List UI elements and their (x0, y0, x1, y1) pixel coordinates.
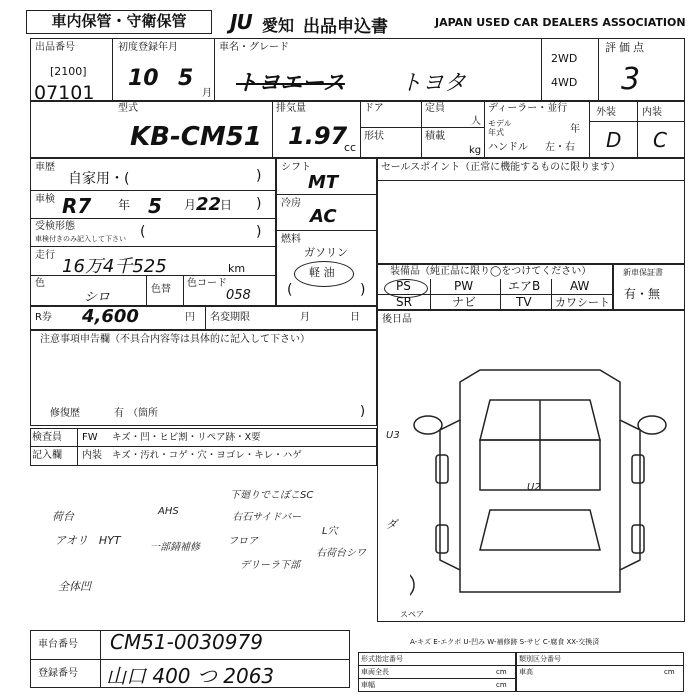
frame-value: CM51-0030979 (110, 630, 263, 654)
form-title-en: JAPAN USED CAR DEALERS ASSOCIATION (435, 16, 686, 29)
name-label: 車名・グレード (219, 42, 289, 53)
spec1-unit: cm (496, 681, 507, 689)
dealer-label: ディーラー・並行 (488, 103, 568, 114)
equip-navi: ナビ (452, 295, 477, 309)
color-code-value: 058 (226, 288, 251, 303)
model-value: KB-CM51 (130, 122, 262, 152)
spare-wheel (410, 571, 414, 599)
inspector-row1: キズ・凹・ヒビ割・リペア跡・X要 (112, 432, 261, 443)
spec3-sub: 車幅 (361, 681, 375, 689)
fuel-gas: ガソリン (304, 246, 348, 259)
remark-wrinkle: 右荷台シワ (316, 548, 366, 559)
divider (589, 121, 685, 122)
repair-yes: 有 (114, 408, 124, 419)
divider (589, 100, 590, 158)
repair-label: 修復歴 (50, 408, 80, 419)
interior-value: C (653, 128, 667, 152)
name-crossed: トヨエース (236, 71, 345, 96)
mileage-value: 16万4千525 (62, 256, 167, 277)
fuel-paren-open: ( (287, 282, 293, 298)
divider (637, 100, 638, 158)
divider (360, 127, 484, 128)
divider (276, 194, 377, 195)
divider (30, 246, 276, 247)
divider (358, 678, 516, 679)
disp-label: 排気量 (276, 103, 306, 114)
divider (541, 38, 542, 102)
inspection-era: R7 (62, 194, 92, 218)
repair-close: ) (360, 404, 366, 419)
form-type-box: 車内保管・守衛保管 (26, 10, 212, 34)
spec2-sub: 車高 (519, 668, 533, 676)
inspection-label: 車検 (35, 194, 55, 205)
inspector-row2: キズ・汚れ・コゲ・穴・ヨゴレ・キレ・ハゲ (112, 450, 302, 461)
deadline-label: 名変期限 (210, 312, 250, 323)
inspection-year-unit: 年 (118, 198, 131, 212)
model-year-unit: 年 (570, 124, 580, 135)
inspector-interior: 内装 (82, 450, 102, 461)
reg-month: 5 (178, 66, 194, 91)
inspector-fw: FW (82, 432, 98, 443)
inspector-label: 検査員 (32, 432, 62, 443)
shape-label: 形状 (364, 131, 384, 142)
wheel-rl (436, 525, 448, 553)
reg-month-unit: 月 (202, 88, 212, 99)
divider (77, 428, 78, 466)
door-label: ドア (364, 103, 384, 114)
org-name: 愛知 (262, 16, 295, 35)
inspection-close: ) (256, 196, 262, 212)
interior-label: 内装 (642, 107, 662, 118)
divider (598, 38, 599, 102)
spec3-unit: cm (496, 668, 507, 676)
shift-label: シフト (281, 162, 311, 173)
equip-sr: SR (396, 295, 412, 309)
remark-lower: デリーラ下部 (240, 560, 300, 571)
fuel-diesel: 軽 油 (309, 266, 335, 279)
mileage-label: 走行 (35, 250, 55, 261)
reg-year: 10 (128, 66, 159, 91)
divider (30, 190, 276, 191)
model-year-label: モデル 年式 (488, 119, 512, 137)
wheel-rr (632, 525, 644, 553)
warranty-label: 新車保証書 (623, 268, 663, 277)
remark-rust: 一部錆補修 (150, 542, 200, 553)
spec1-label: 形式指定番号 (361, 655, 403, 663)
ac-value: AC (310, 206, 337, 227)
divider (112, 38, 113, 102)
shift-value: MT (308, 172, 339, 193)
recycle-unit: 円 (185, 312, 195, 323)
inspection-month: 5 (148, 194, 162, 218)
history-value: 自家用・( (68, 171, 130, 187)
rear-window (480, 510, 600, 550)
handle-label: ハンドル (488, 142, 528, 153)
inspection-month-unit: 月 (184, 198, 197, 212)
sales-point-label: セールスポイント（正常に機能するものに限ります） (381, 162, 621, 173)
divider (30, 218, 276, 219)
equip-aw: AW (570, 279, 590, 293)
load-unit: kg (469, 145, 482, 156)
divider (360, 100, 361, 158)
remark-overall: 全体凹 (58, 580, 91, 593)
color-code-label: 色コード (187, 278, 227, 289)
reg-label: 初度登録年月 (118, 42, 178, 53)
fuel-label: 燃料 (281, 234, 301, 245)
inspector-sub: 記入欄 (32, 450, 62, 461)
remark-floor: フロア (228, 536, 258, 547)
color-change-label: 色替 (151, 284, 171, 295)
equip-ps: PS (396, 279, 411, 293)
equip-airbag: エアB (508, 279, 541, 293)
notes-label: 注意事項申告欄（不具合内容等は具体的に記入して下さい） (40, 334, 310, 345)
plate-label: 登録番号 (38, 668, 78, 679)
remark-bed: 荷台 (52, 510, 74, 523)
rating-label: 評価点 (605, 41, 647, 54)
spec1-sub: 車両全長 (361, 668, 389, 676)
remark-tailgate: アオリ HYT (55, 534, 121, 547)
divider (377, 180, 685, 181)
form-title: 出品申込書 (303, 17, 388, 37)
spare-label: スペア (400, 610, 424, 619)
damage-legend: A-キズ E-エクボ U-凹み W-補修跡 S-サビ C-腐食 XX-交換済 (410, 638, 600, 646)
remark-sidebar: 右石サイドバー (232, 512, 302, 523)
diagram-mark-side: ダ (386, 518, 397, 531)
exterior-label: 外装 (596, 107, 616, 118)
history-close: ) (256, 168, 262, 184)
divider (272, 100, 273, 158)
drive-2wd: 2WD (551, 52, 578, 65)
drive-4wd: 4WD (551, 76, 578, 89)
history-label: 車歴 (35, 162, 55, 173)
receipt-note: 車検付きのみ記入して下さい (35, 235, 126, 243)
divider (183, 275, 184, 306)
divider (100, 630, 101, 688)
equipment-label: 装備品（純正品に限り◯をつけてください） (390, 266, 592, 277)
divider (276, 230, 377, 231)
fuel-paren-close: ) (360, 282, 366, 298)
mileage-unit: km (228, 262, 246, 275)
color-value: シロ (84, 290, 111, 305)
left-mirror (414, 416, 442, 434)
receipt-open: ( (140, 224, 146, 240)
divider (484, 100, 485, 158)
repair-location: （箇所 (128, 408, 158, 419)
rating-value: 3 (621, 62, 641, 97)
inspection-day: 22 (196, 194, 222, 215)
color-label: 色 (35, 278, 45, 289)
capacity-unit: 人 (471, 116, 481, 127)
divider (205, 306, 206, 330)
ju-logo (230, 10, 252, 34)
load-label: 積載 (425, 131, 445, 142)
lot-number: 07101 (34, 82, 95, 104)
diagram-mark-center: U2 (527, 482, 541, 493)
capacity-label: 定員 (425, 103, 445, 114)
remark-ahs: AHS (158, 506, 179, 517)
divider (146, 275, 147, 306)
deadline-day: 日 (350, 312, 360, 323)
ju-logo-text: JU (230, 10, 252, 34)
remark-hole: L穴 (322, 526, 338, 537)
disp-value: 1.97 (288, 122, 348, 150)
warranty-value: 有・無 (624, 287, 661, 301)
recycle-value: 4,600 (82, 306, 139, 327)
recycle-label: R券 (35, 312, 52, 323)
receipt-label: 受検形態 (35, 221, 75, 232)
divider (516, 665, 684, 666)
ac-label: 冷房 (281, 198, 301, 209)
right-mirror (638, 416, 666, 434)
disp-unit: cc (344, 141, 357, 154)
sales-point-frame (377, 158, 685, 264)
frame-label: 車台番号 (38, 639, 78, 650)
equip-seat: カワシート (555, 296, 610, 309)
wheel-fl (436, 455, 448, 483)
wheel-fr (632, 455, 644, 483)
equip-pw: PW (454, 279, 474, 293)
model-label: 型式 (118, 103, 138, 114)
divider (421, 100, 422, 158)
remark-under: 下廻りでこぼこSC (230, 490, 314, 501)
spec2-unit: cm (664, 668, 675, 676)
deadline-month: 月 (300, 312, 310, 323)
spec2-label: 類別区分番号 (519, 655, 561, 663)
receipt-close: ) (256, 224, 262, 240)
divider (30, 446, 377, 447)
lot-code: [2100] (50, 65, 87, 78)
lot-label: 出品番号 (35, 42, 75, 53)
handle-options: 左・右 (545, 142, 575, 153)
divider (214, 38, 215, 102)
plate-value: 山口 400 つ 2063 (106, 664, 275, 688)
inspection-day-unit: 日 (220, 198, 233, 212)
exterior-value: D (606, 128, 622, 152)
diagram-mark-left: U3 (386, 430, 400, 441)
divider (358, 665, 516, 666)
name-value: トヨタ (400, 71, 467, 96)
rear-label: 後日品 (382, 314, 412, 325)
equip-tv: TV (516, 295, 532, 309)
